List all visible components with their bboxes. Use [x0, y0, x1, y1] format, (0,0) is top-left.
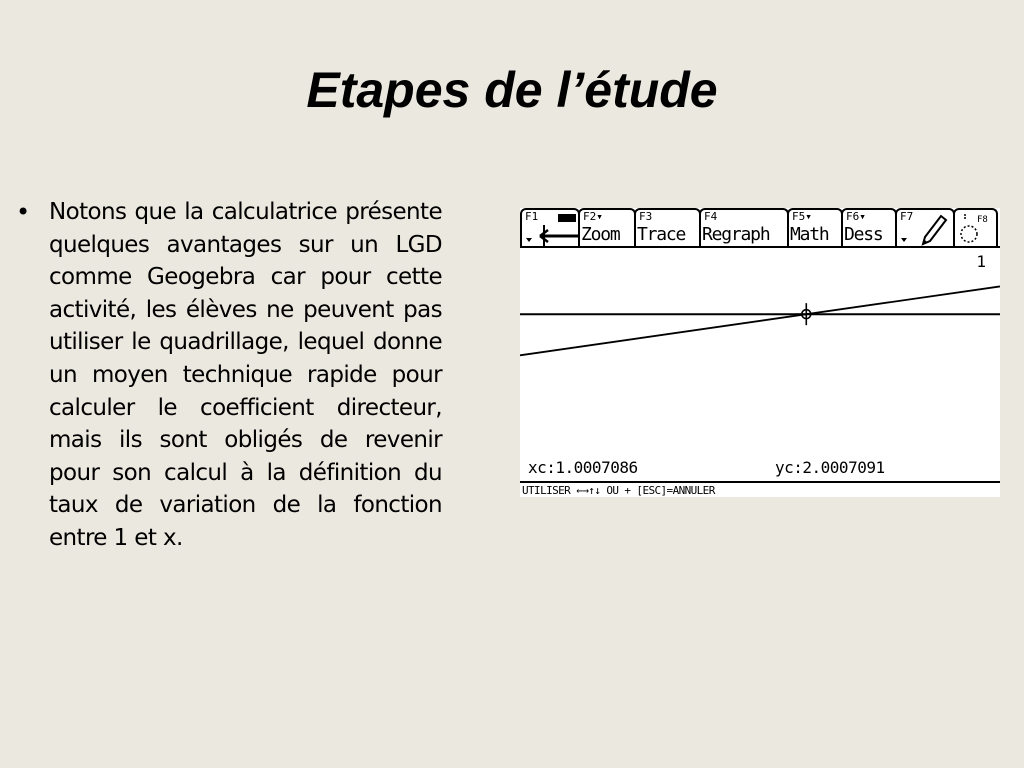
graph-number: 1	[976, 252, 986, 271]
f5-code: F5▾	[792, 210, 812, 223]
f3-label: Trace	[637, 224, 686, 245]
bullet-list	[16, 196, 442, 555]
pointer-icon	[522, 210, 582, 248]
f2-label: Zoom	[581, 224, 620, 245]
dotted-circle-icon	[955, 210, 1000, 248]
f3-code: F3	[639, 210, 653, 223]
f7-key[interactable]	[895, 208, 955, 246]
bullet-text: Notons que la calculatrice présente quelques avantages sur un LGD comme Geogebra car pour cette activité, les élèves ne peuvent pas utiliser le quadrillage, lequel donne un moyen technique rapide pour calculer le coefficient directeur, mais ils sont obligés de revenir pour son calcul à la définition du taux de variation de la fonction entre 1 et x.	[49, 199, 442, 551]
f8-key[interactable]	[953, 208, 998, 246]
xc-readout: xc:1.0007086	[528, 458, 638, 477]
f6-code: F6▾	[846, 210, 866, 223]
f2-code: F2▾	[583, 210, 603, 223]
f5-label: Math	[790, 224, 829, 245]
function-line	[520, 286, 1000, 355]
pencil-icon	[897, 210, 957, 248]
f1-code: F1	[525, 210, 539, 223]
f6-label: Dess	[844, 224, 883, 245]
slide-title: Etapes de l’étude	[306, 62, 718, 118]
f4-label: Regraph	[702, 224, 770, 245]
calculator-toolbar	[520, 208, 1000, 248]
f4-code: F4	[704, 210, 718, 223]
f1-key[interactable]	[520, 208, 580, 246]
status-divider	[520, 481, 1000, 483]
crosshair-cursor-icon	[795, 303, 817, 325]
f4-regraph-key[interactable]	[699, 208, 789, 246]
f7-code: F7	[900, 210, 914, 223]
yc-readout: yc:2.0007091	[775, 458, 885, 477]
f2-zoom-key[interactable]	[578, 208, 636, 246]
f6-dess-key[interactable]	[841, 208, 897, 246]
f3-trace-key[interactable]	[634, 208, 701, 246]
calculator-screenshot	[520, 208, 1000, 497]
svg-text:F8: F8	[977, 215, 988, 225]
f5-math-key[interactable]	[787, 208, 843, 246]
graph-area[interactable]	[520, 248, 1000, 460]
bullet-item	[16, 196, 442, 555]
bullet-dot-icon: •	[16, 198, 31, 226]
status-bar: UTILISER ←→↑↓ OU + [ESC]=ANNULER	[522, 484, 715, 497]
